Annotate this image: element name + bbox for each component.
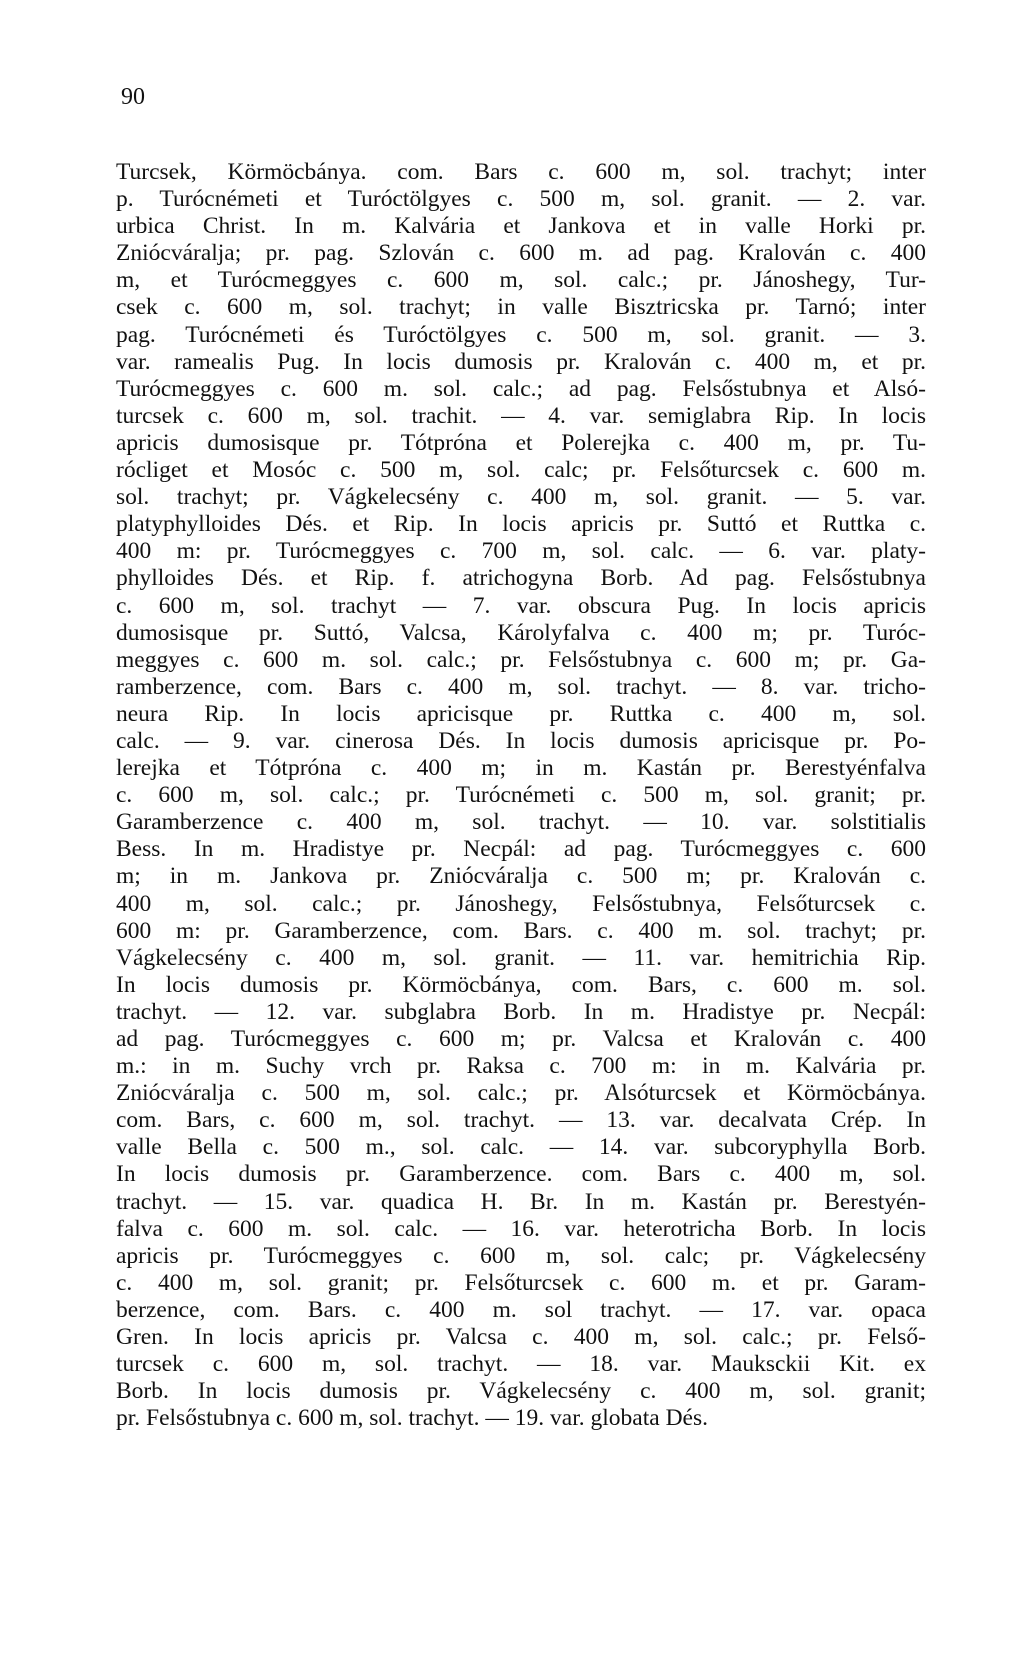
text-line: calc. — 9. var. cinerosa Dés. In locis dumosis apricisque pr. Po- <box>116 727 926 754</box>
page-number: 90 <box>121 84 145 110</box>
text-line: var. ramealis Pug. In locis dumosis pr. Kralován c. 400 m, et pr. <box>116 348 926 375</box>
text-line: In locis dumosis pr. Körmöcbánya, com. Bars, c. 600 m. sol. <box>116 971 926 998</box>
text-line: m, et Turócmeggyes c. 600 m, sol. calc.; pr. Jánoshegy, Tur- <box>116 267 926 294</box>
text-line: ramberzence, com. Bars c. 400 m, sol. trachyt. — 8. var. tricho- <box>116 673 926 700</box>
text-line: 400 m, sol. calc.; pr. Jánoshegy, Felsőstubnya, Felsőturcsek c. <box>116 890 926 917</box>
text-line: neura Rip. In locis apricisque pr. Ruttka c. 400 m, sol. <box>116 700 926 727</box>
text-line: Zniócváralja; pr. pag. Szlován c. 600 m. ad pag. Kralován c. 400 <box>116 240 926 267</box>
text-line: turcsek c. 600 m, sol. trachit. — 4. var. semiglabra Rip. In locis <box>116 402 926 429</box>
text-line: Turócmeggyes c. 600 m. sol. calc.; ad pag. Felsőstubnya et Alsó- <box>116 375 926 402</box>
text-line: turcsek c. 600 m, sol. trachyt. — 18. var. Mauksckii Kit. ex <box>116 1351 926 1378</box>
text-line: valle Bella c. 500 m., sol. calc. — 14. var. subcoryphylla Borb. <box>116 1134 926 1161</box>
text-line: falva c. 600 m. sol. calc. — 16. var. heterotricha Borb. In locis <box>116 1215 926 1242</box>
text-line: lerejka et Tótpróna c. 400 m; in m. Kastán pr. Berestyénfalva <box>116 755 926 782</box>
text-line: Vágkelecsény c. 400 m, sol. granit. — 11. var. hemitrichia Rip. <box>116 944 926 971</box>
text-line: csek c. 600 m, sol. trachyt; in valle Bisztricska pr. Tarnó; inter <box>116 294 926 321</box>
text-line: platyphylloides Dés. et Rip. In locis apricis pr. Suttó et Ruttka c. <box>116 511 926 538</box>
text-line: ad pag. Turócmeggyes c. 600 m; pr. Valcsa et Kralován c. 400 <box>116 1026 926 1052</box>
text-line: berzence, com. Bars. c. 400 m. sol trachyt. — 17. var. opaca <box>116 1296 926 1323</box>
text-line: Zniócváralja c. 500 m, sol. calc.; pr. Alsóturcsek et Körmöcbánya. <box>116 1080 926 1107</box>
text-line: c. 400 m, sol. granit; pr. Felsőturcsek c. 600 m. et pr. Garam- <box>116 1269 926 1296</box>
text-line: c. 600 m, sol. trachyt — 7. var. obscura Pug. In locis apricis <box>116 592 926 619</box>
text-line: Gren. In locis apricis pr. Valcsa c. 400 m, sol. calc.; pr. Felső- <box>116 1324 926 1351</box>
text-line: Bess. In m. Hradistye pr. Necpál: ad pag. Turócmeggyes c. 600 <box>116 836 926 863</box>
text-line: m; in m. Jankova pr. Zniócváralja c. 500 m; pr. Kralován c. <box>116 863 926 890</box>
text-line: trachyt. — 12. var. subglabra Borb. In m. Hradistye pr. Necpál: <box>116 998 926 1025</box>
text-line: dumosisque pr. Suttó, Valcsa, Károlyfalva c. 400 m; pr. Turóc- <box>116 619 926 646</box>
text-line: pag. Turócnémeti és Turóctölgyes c. 500 m, sol. granit. — 3. <box>116 321 926 348</box>
text-line: c. 600 m, sol. calc.; pr. Turócnémeti c. 500 m, sol. granit; pr. <box>116 782 926 809</box>
text-line: urbica Christ. In m. Kalvária et Jankova et in valle Horki pr. <box>116 213 926 240</box>
text-line: meggyes c. 600 m. sol. calc.; pr. Felsőstubnya c. 600 m; pr. Ga- <box>116 646 926 673</box>
text-line: Garamberzence c. 400 m, sol. trachyt. — 10. var. solstitialis <box>116 809 926 836</box>
text-line: In locis dumosis pr. Garamberzence. com. Bars c. 400 m, sol. <box>116 1161 926 1188</box>
text-line: m.: in m. Suchy vrch pr. Raksa c. 700 m: in m. Kalvária pr. <box>116 1053 926 1080</box>
text-line: rócliget et Mosóc c. 500 m, sol. calc; pr. Felsőturcsek c. 600 m. <box>116 457 926 484</box>
text-line: pr. Felsőstubnya c. 600 m, sol. trachyt. — 19. var. globata Dés. <box>116 1405 708 1432</box>
text-line: sol. trachyt; pr. Vágkelecsény c. 400 m, sol. granit. — 5. var. <box>116 484 926 511</box>
text-line: 400 m: pr. Turócmeggyes c. 700 m, sol. calc. — 6. var. platy- <box>116 538 926 565</box>
text-line: p. Turócnémeti et Turóctölgyes c. 500 m, sol. granit. — 2. var. <box>116 186 926 213</box>
text-line: Borb. In locis dumosis pr. Vágkelecsény c. 400 m, sol. granit; <box>116 1378 926 1405</box>
text-line: trachyt. — 15. var. quadica H. Br. In m. Kastán pr. Berestyén- <box>116 1188 926 1215</box>
text-line: 600 m: pr. Garamberzence, com. Bars. c. 400 m. sol. trachyt; pr. <box>116 917 926 944</box>
text-line: phylloides Dés. et Rip. f. atrichogyna Borb. Ad pag. Felsőstubnya <box>116 565 926 592</box>
body-text <box>116 159 926 1432</box>
text-line: com. Bars, c. 600 m, sol. trachyt. — 13. var. decalvata Crép. In <box>116 1107 926 1134</box>
text-line: apricis dumosisque pr. Tótpróna et Polerejka c. 400 m, pr. Tu- <box>116 429 926 456</box>
text-line: Turcsek, Körmöcbánya. com. Bars c. 600 m, sol. trachyt; inter <box>116 159 926 185</box>
text-line: apricis pr. Turócmeggyes c. 600 m, sol. calc; pr. Vágkelecsény <box>116 1242 926 1269</box>
